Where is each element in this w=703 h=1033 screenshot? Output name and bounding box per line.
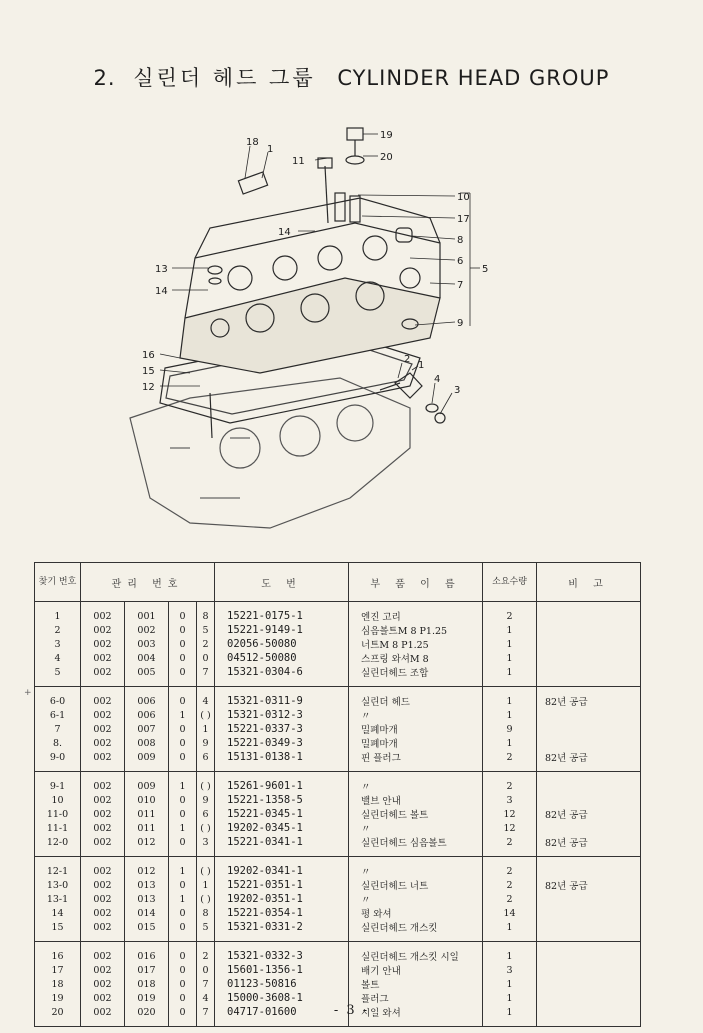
cell-m3: 0: [169, 963, 197, 977]
cell-ref: 17: [35, 963, 81, 977]
cell-name: 〃: [349, 857, 483, 879]
cell-m2: 016: [137, 950, 156, 962]
cell-ref: 15: [35, 920, 81, 942]
cell-ref: 7: [35, 722, 81, 736]
cell-m3: 1: [169, 821, 197, 835]
cell-pn: 04717-01600: [215, 1005, 349, 1027]
cell-m3: 0: [169, 602, 197, 624]
cell-m1: 002: [81, 821, 125, 835]
cell-m3: 1: [169, 708, 197, 722]
cell-m3: 0: [169, 750, 197, 772]
cell-m2: 005: [125, 665, 169, 687]
cell-m4: 7: [197, 1005, 215, 1027]
cell-name: 실린더 헤드: [349, 687, 483, 709]
cell-m4: 4: [197, 687, 215, 709]
cell-m2: 002: [137, 624, 156, 636]
cell-ref: 12-0: [35, 835, 81, 857]
cell-ref: 8.: [35, 736, 81, 750]
table-row: [35, 977, 641, 991]
table-row: [35, 807, 641, 821]
cell-name: 플러그: [349, 991, 483, 1005]
callout-1: 1: [267, 144, 274, 155]
cell-pn: 15321-0312-3: [215, 708, 349, 722]
table-row: [35, 687, 641, 709]
cell-ref: 9-0: [35, 750, 81, 772]
cell-m4: 4: [197, 991, 215, 1005]
cell-ref: 20: [35, 1005, 81, 1027]
margin-mark: +: [24, 688, 32, 698]
cell-pn: 19202-0345-1: [215, 821, 349, 835]
cell-pn: 15321-0332-3: [215, 942, 349, 964]
header-ref: 찾기 번호: [35, 563, 81, 602]
cell-pn: 15321-0331-2: [215, 920, 349, 942]
cell-m2: 006: [137, 695, 156, 707]
callout-4: 4: [434, 374, 441, 385]
cell-m4: 0: [197, 963, 215, 977]
cell-rem: [537, 942, 641, 964]
cell-m4: 8: [197, 906, 215, 920]
cell-pn: 04512-50080: [215, 651, 349, 665]
cell-m1: 002: [81, 892, 125, 906]
cell-name: 실린더헤드 심음볼트: [349, 835, 483, 857]
cell-m1: 002: [81, 793, 125, 807]
cell-qty: 9: [483, 722, 537, 736]
cell-pn: 15221-1358-5: [215, 793, 349, 807]
cell-m4: ( ): [197, 708, 215, 722]
cell-ref: 2: [35, 623, 81, 637]
cell-rem: [537, 651, 641, 665]
table-row: [35, 963, 641, 977]
cell-qty: 2: [483, 772, 537, 794]
cell-m2: 013: [137, 893, 156, 905]
cell-qty: 1: [483, 1005, 537, 1027]
callout-3: 3: [454, 385, 461, 396]
callout-20: 20: [380, 152, 393, 163]
cell-name: 너트M 8 P1.25: [349, 637, 483, 651]
table-row: [35, 942, 641, 964]
cell-m1: 002: [81, 651, 125, 665]
cell-m1: 002: [81, 708, 125, 722]
cell-m1: 002: [81, 942, 125, 964]
cell-qty: 1: [483, 736, 537, 750]
cell-qty: 12: [483, 807, 537, 821]
cell-m4: 7: [197, 977, 215, 991]
cell-rem: [537, 920, 641, 942]
cell-name: 〃: [349, 892, 483, 906]
cell-rem: [537, 793, 641, 807]
cell-name: 엔진 고리: [349, 602, 483, 624]
cell-qty: 2: [483, 835, 537, 857]
cell-m4: 2: [197, 637, 215, 651]
cell-qty: 12: [483, 821, 537, 835]
callout-8: 8: [457, 235, 464, 246]
cell-m1: 002: [81, 687, 125, 709]
cell-m2: 019: [137, 992, 156, 1004]
cell-rem: [537, 821, 641, 835]
table-row: [35, 906, 641, 920]
table-row: [35, 772, 641, 794]
table-row: [35, 637, 641, 651]
cell-m3: 1: [169, 772, 197, 794]
callout-19: 19: [380, 130, 393, 141]
cell-ref: 18: [35, 977, 81, 991]
cell-m3: 0: [169, 977, 197, 991]
cell-m3: 0: [169, 793, 197, 807]
cell-m1: 002: [81, 772, 125, 794]
header-part-no: 도 번: [215, 563, 349, 602]
cell-m4: 3: [197, 835, 215, 857]
cell-ref: 9-1: [35, 772, 81, 794]
table-row: [35, 736, 641, 750]
cell-m3: 0: [169, 665, 197, 687]
cell-m3: 0: [169, 942, 197, 964]
cell-m4: 0: [197, 651, 215, 665]
callout-15: 15: [142, 366, 155, 377]
cell-m4: 5: [197, 920, 215, 942]
cell-rem: [537, 906, 641, 920]
callout-12: 12: [142, 382, 155, 393]
page-number: - 3 -: [333, 1003, 370, 1018]
cell-m2: 009: [125, 750, 169, 772]
cell-rem: [537, 722, 641, 736]
callout-9: 9: [457, 318, 464, 329]
table-row: [35, 722, 641, 736]
cell-m2: 012: [125, 835, 169, 857]
table-row: [35, 708, 641, 722]
cell-qty: 2: [483, 857, 537, 879]
table-row: [35, 623, 641, 637]
cell-pn: 15221-0337-3: [215, 722, 349, 736]
cell-ref: 5: [35, 665, 81, 687]
cell-m2: 012: [137, 865, 156, 877]
cell-ref: 13-0: [35, 878, 81, 892]
cell-name: 볼트: [349, 977, 483, 991]
cell-m3: 0: [169, 807, 197, 821]
cell-rem: [537, 963, 641, 977]
cell-m4: 6: [197, 750, 215, 772]
cell-qty: 3: [483, 793, 537, 807]
cell-ref: 13-1: [35, 892, 81, 906]
cell-qty: 2: [483, 602, 537, 624]
cell-pn: 15221-9149-1: [215, 623, 349, 637]
cell-rem: [537, 602, 641, 624]
cell-m4: 5: [197, 623, 215, 637]
table-row: [35, 920, 641, 942]
cell-m2: 006: [137, 709, 156, 721]
cell-rem: [537, 736, 641, 750]
cell-rem: [537, 857, 641, 879]
table-row: [35, 750, 641, 772]
cell-m4: 2: [197, 942, 215, 964]
callout-5: 5: [482, 264, 489, 275]
cell-m3: 0: [169, 736, 197, 750]
cell-rem: 82년 공급: [537, 687, 641, 709]
cell-rem: [537, 708, 641, 722]
cell-name: 평 와셔: [349, 906, 483, 920]
cell-m3: 0: [169, 835, 197, 857]
cell-m4: 1: [197, 722, 215, 736]
cell-qty: 1: [483, 708, 537, 722]
cell-m3: 0: [169, 991, 197, 1005]
cell-name: 실린더헤드 볼트: [349, 807, 483, 821]
cell-m1: 002: [81, 750, 125, 772]
cell-name: 실린더헤드 개스킷: [349, 920, 483, 942]
cell-m4: 1: [197, 878, 215, 892]
cell-m3: 0: [169, 878, 197, 892]
cell-pn: 15221-0341-1: [215, 835, 349, 857]
cell-m4: ( ): [197, 772, 215, 794]
section-number: 2.: [93, 66, 116, 90]
callout-14: 14: [278, 227, 291, 238]
cell-m1: 002: [81, 977, 125, 991]
callout-16: 16: [142, 350, 155, 361]
cell-m3: 0: [169, 1005, 197, 1027]
callout-6: 6: [457, 256, 464, 267]
cell-m2: 001: [137, 610, 156, 622]
cell-m4: 7: [197, 665, 215, 687]
cell-qty: 2: [483, 878, 537, 892]
cell-qty: 1: [483, 977, 537, 991]
cell-ref: 6-0: [35, 687, 81, 709]
cell-qty: 3: [483, 963, 537, 977]
cell-qty: 2: [483, 892, 537, 906]
cell-m4: 8: [197, 602, 215, 624]
cell-ref: 11-0: [35, 807, 81, 821]
cell-m1: 002: [81, 991, 125, 1005]
cell-m1: 002: [81, 878, 125, 892]
cell-m1: 002: [81, 665, 125, 687]
cell-qty: 1: [483, 623, 537, 637]
callout-11: 11: [292, 156, 305, 167]
cell-m1: 002: [81, 906, 125, 920]
cell-qty: 1: [483, 651, 537, 665]
cell-name: 스프링 와셔M 8: [349, 651, 483, 665]
cell-rem: [537, 977, 641, 991]
cell-qty: 1: [483, 942, 537, 964]
cell-pn: 15221-0345-1: [215, 807, 349, 821]
cell-m2: 018: [137, 978, 156, 990]
table-row: [35, 651, 641, 665]
cell-m2: 003: [137, 638, 156, 650]
cell-m3: 0: [169, 920, 197, 942]
cell-pn: 15131-0138-1: [215, 750, 349, 772]
cell-m2: 014: [137, 907, 156, 919]
table-header-row: [35, 563, 641, 602]
cell-m2: 009: [137, 780, 156, 792]
cell-pn: 15221-0349-3: [215, 736, 349, 750]
cell-rem: [537, 892, 641, 906]
cell-qty: 14: [483, 906, 537, 920]
cell-m3: 0: [169, 637, 197, 651]
cell-name: 시일 와셔: [349, 1005, 483, 1027]
cell-m3: 0: [169, 906, 197, 920]
cell-pn: 15221-0354-1: [215, 906, 349, 920]
cell-pn: 19202-0341-1: [215, 857, 349, 879]
cell-name: 실린더헤드 조합: [349, 665, 483, 687]
table-row: [35, 857, 641, 879]
callout-13: 13: [155, 264, 168, 275]
table-row: [35, 892, 641, 906]
cell-rem: [537, 637, 641, 651]
cell-name: 밀폐마개: [349, 736, 483, 750]
cell-m3: 1: [169, 857, 197, 879]
cell-m3: 0: [169, 651, 197, 665]
cell-ref: 12-1: [35, 857, 81, 879]
header-mgmt: 관리 번호: [81, 563, 215, 602]
cell-m1: 002: [81, 835, 125, 857]
cell-rem: [537, 623, 641, 637]
cell-m1: 002: [81, 1005, 125, 1027]
cell-m2: 015: [125, 920, 169, 942]
cell-m2: 020: [125, 1005, 169, 1027]
cell-rem: 82년 공급: [537, 750, 641, 772]
cell-name: 핀 플러그: [349, 750, 483, 772]
callout-7: 7: [457, 280, 464, 291]
title-english: CYLINDER HEAD GROUP: [337, 66, 610, 90]
cell-m1: 002: [81, 736, 125, 750]
cell-m4: ( ): [197, 821, 215, 835]
cell-pn: 15261-9601-1: [215, 772, 349, 794]
cell-name: 실린더헤드 너트: [349, 878, 483, 892]
table-row: [35, 602, 641, 624]
cell-ref: 19: [35, 991, 81, 1005]
cell-m1: 002: [81, 602, 125, 624]
cell-m2: 011: [137, 822, 156, 834]
callout-2: 2: [404, 354, 411, 365]
table-row: [35, 835, 641, 857]
cell-m2: 011: [137, 808, 156, 820]
cell-pn: 01123-50816: [215, 977, 349, 991]
cell-m1: 002: [81, 857, 125, 879]
cell-pn: 15321-0311-9: [215, 687, 349, 709]
callout-14b: 14: [155, 286, 168, 297]
cell-ref: 6-1: [35, 708, 81, 722]
cell-m1: 002: [81, 963, 125, 977]
cell-rem: [537, 772, 641, 794]
cell-m3: 0: [169, 722, 197, 736]
cell-ref: 4: [35, 651, 81, 665]
table-row: [35, 878, 641, 892]
cell-name: 심음볼트M 8 P1.25: [349, 623, 483, 637]
title-korean: 실린더 헤드 그룹: [133, 66, 316, 90]
cell-ref: 14: [35, 906, 81, 920]
cell-name: 배기 안내: [349, 963, 483, 977]
cell-ref: 16: [35, 942, 81, 964]
cylinder-head-exploded-diagram: [110, 118, 510, 548]
cell-m2: 007: [137, 723, 156, 735]
cell-qty: 1: [483, 637, 537, 651]
callout-1b: 1: [418, 360, 425, 371]
cell-name: 〃: [349, 821, 483, 835]
cell-qty: 1: [483, 991, 537, 1005]
cell-m3: 0: [169, 687, 197, 709]
cell-ref: 1: [35, 602, 81, 624]
parts-table-body: [35, 602, 641, 1027]
page-title: [0, 62, 703, 92]
cell-m2: 008: [137, 737, 156, 749]
cell-pn: 15221-0175-1: [215, 602, 349, 624]
cell-ref: 3: [35, 637, 81, 651]
callout-10: 10: [457, 192, 470, 203]
cell-name: 실린더헤드 개스킷 시일: [349, 942, 483, 964]
cell-m1: 002: [81, 637, 125, 651]
cell-ref: 10: [35, 793, 81, 807]
cell-m2: 017: [137, 964, 156, 976]
cell-m4: 6: [197, 807, 215, 821]
cell-m3: 0: [169, 623, 197, 637]
cell-qty: 2: [483, 750, 537, 772]
cell-m3: 1: [169, 892, 197, 906]
cell-m4: 9: [197, 793, 215, 807]
cell-name: 〃: [349, 708, 483, 722]
cell-name: 밀폐마개: [349, 722, 483, 736]
parts-table: [34, 562, 641, 1027]
cell-m2: 010: [137, 794, 156, 806]
cell-pn: 15221-0351-1: [215, 878, 349, 892]
cell-m2: 004: [137, 652, 156, 664]
cell-m4: ( ): [197, 892, 215, 906]
cell-rem: 82년 공급: [537, 807, 641, 821]
cell-pn: 15000-3608-1: [215, 991, 349, 1005]
cell-qty: 1: [483, 920, 537, 942]
callout-17: 17: [457, 214, 470, 225]
cell-m2: 013: [137, 879, 156, 891]
cell-ref: 11-1: [35, 821, 81, 835]
cell-pn: 15321-0304-6: [215, 665, 349, 687]
header-remarks: 비 고: [537, 563, 641, 602]
cell-m4: 9: [197, 736, 215, 750]
cell-pn: 15601-1356-1: [215, 963, 349, 977]
cell-qty: 1: [483, 665, 537, 687]
table-row: [35, 793, 641, 807]
cell-m1: 002: [81, 920, 125, 942]
cell-qty: 1: [483, 687, 537, 709]
cell-m4: ( ): [197, 857, 215, 879]
cell-name: 〃: [349, 772, 483, 794]
cell-rem: 82년 공급: [537, 878, 641, 892]
cell-rem: 82년 공급: [537, 835, 641, 857]
table-row: [35, 821, 641, 835]
cell-rem: [537, 665, 641, 687]
header-name: 부 품 이 름: [349, 563, 483, 602]
cell-pn: 02056-50080: [215, 637, 349, 651]
cell-name: 밸브 안내: [349, 793, 483, 807]
table-row: [35, 665, 641, 687]
header-qty: 소요수량: [483, 563, 537, 602]
cell-m1: 002: [81, 623, 125, 637]
callout-18: 18: [246, 137, 259, 148]
cell-pn: 19202-0351-1: [215, 892, 349, 906]
cell-m1: 002: [81, 722, 125, 736]
cell-m1: 002: [81, 807, 125, 821]
